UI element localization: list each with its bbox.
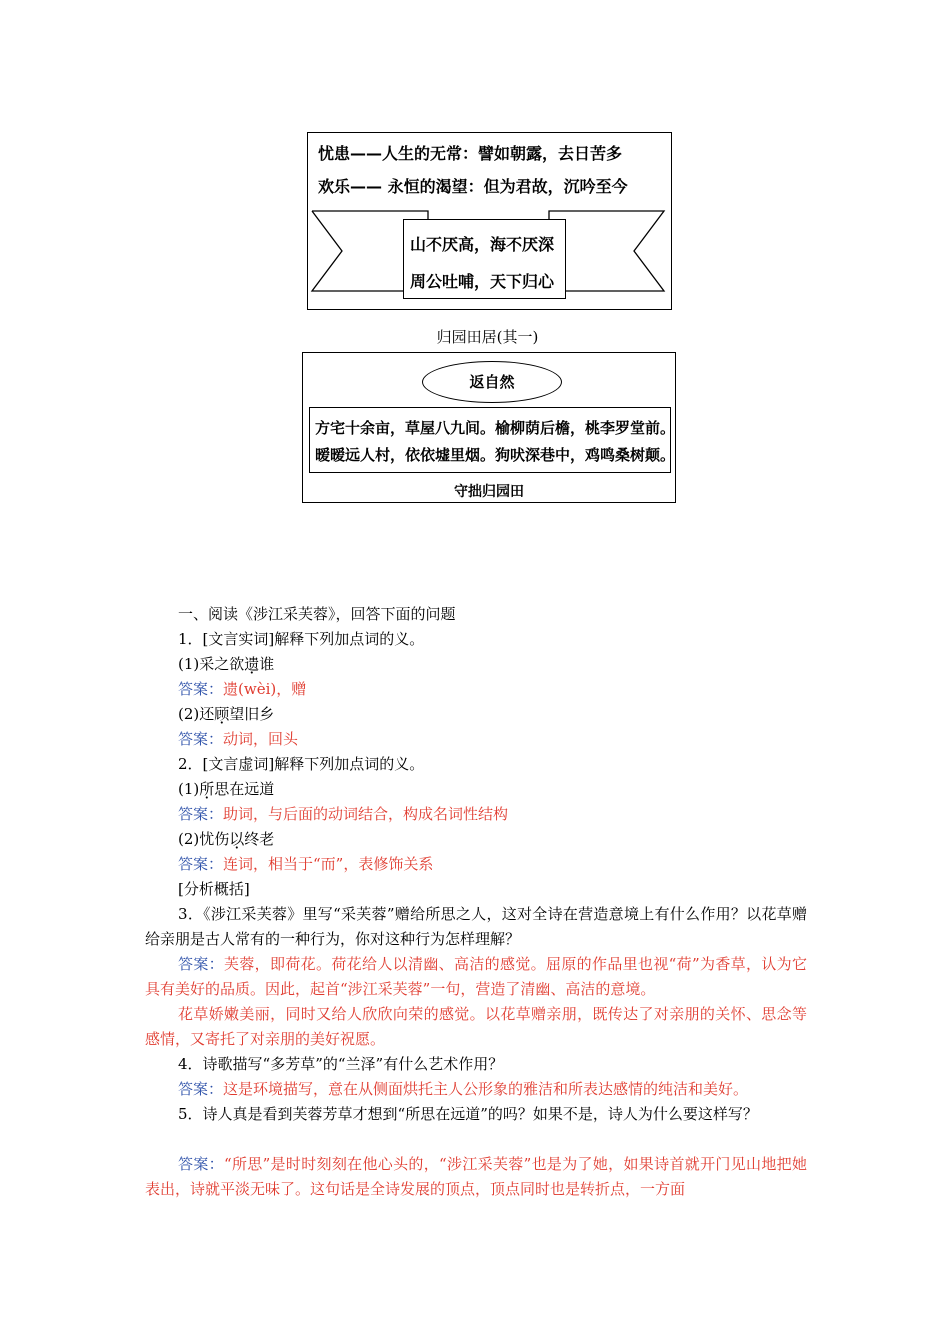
answer-3-para2: 花草娇嫩美丽，同时又给人欣欣向荣的感觉。以花草赠亲朋，既传达了对亲朋的关怀、思念等感情，又寄托了对亲朋的美好祝愿。 — [145, 1005, 807, 1048]
answer-label: 答案： — [178, 680, 224, 698]
answer-label: 答案： — [178, 805, 224, 823]
answer-label: 答案： — [178, 855, 224, 873]
diagram2-oval: 返自然 — [422, 361, 562, 403]
question-1b: (2)还顾望旧乡 — [178, 705, 275, 723]
answer-label: 答案： — [178, 1155, 224, 1173]
answer-2a: 答案：助词，与后面的动词结合，构成名词性结构 — [178, 805, 509, 823]
diagram1-line2: 欢乐—— 永恒的渴望：但为君故，沉吟至今 — [318, 177, 628, 196]
question-1: 1．[文言实词]解释下列加点词的义。 — [178, 630, 425, 648]
diagram2-line1: 方宅十余亩，草屋八九间。榆柳荫后檐，桃李罗堂前。 — [315, 419, 676, 437]
question-2: 2．[文言虚词]解释下列加点词的义。 — [178, 755, 425, 773]
answer-label: 答案： — [178, 955, 224, 973]
dotted-word: 顾 — [214, 705, 230, 723]
answer-2b: 答案：连词，相当于“而”，表修饰关系 — [178, 855, 434, 873]
diagram1-line1: 忧患——人生的无常：譬如朝露，去日苦多 — [318, 144, 623, 163]
question-2a: (1)所思在远道 — [178, 780, 275, 798]
diagram2-footer: 守拙归园田 — [454, 484, 524, 500]
dotted-word: 遗 — [244, 655, 260, 673]
question-5: 5．诗人真是看到芙蓉芳草才想到“所思在远道”的吗？如果不是，诗人为什么要这样写？ — [178, 1105, 758, 1123]
section-heading: 一、阅读《涉江采芙蓉》，回答下面的问题 — [178, 605, 456, 623]
diagram-tao-yuanming — [302, 352, 676, 503]
analysis-heading: [分析概括] — [178, 880, 250, 898]
diagram1-inner-line2: 周公吐哺，天下归心 — [410, 272, 555, 291]
question-4: 4．诗歌描写“多芳草”的“兰泽”有什么艺术作用？ — [178, 1055, 504, 1073]
question-1a: (1)采之欲遗谁 — [178, 655, 275, 673]
diagram1-inner-line1: 山不厌高，海不厌深 — [410, 235, 555, 254]
answer-1b: 答案：动词，回头 — [178, 730, 299, 748]
answer-4: 答案：这是环境描写，意在从侧面烘托主人公形象的雅洁和所表达感情的纯洁和美好。 — [178, 1080, 749, 1098]
answer-label: 答案： — [178, 1080, 224, 1098]
answer-label: 答案： — [178, 730, 224, 748]
answer-3-para1: 答案：芙蓉，即荷花。荷花给人以清幽、高洁的感觉。屈原的作品里也视“荷”为香草，认为它具有美好的品质。因此，起首“涉江采芙蓉”一句，营造了清幽、高洁的意境。 — [145, 955, 807, 998]
answer-1a: 答案：遗(wèi)，赠 — [178, 680, 307, 698]
diagram-cao-cao — [307, 132, 672, 310]
answer-5: 答案：“所思”是时时刻刻在他心头的，“涉江采芙蓉”也是为了她，如果诗首就开门见山地把她表出，诗就平淡无味了。这句话是全诗发展的顶点，顶点同时也是转折点，一方面 — [145, 1155, 807, 1198]
question-3: 3．《涉江采芙蓉》里写“采芙蓉”赠给所思之人，这对全诗在营造意境上有什么作用？以花草赠给亲朋是古人常有的一种行为，你对这种行为怎样理解？ — [145, 905, 807, 948]
diagram2-line2: 暧暧远人村，依依墟里烟。狗吠深巷中，鸡鸣桑树颠。 — [315, 446, 676, 464]
diagram2-caption: 归园田居(其一) — [436, 328, 539, 346]
dotted-word: 以 — [229, 830, 245, 848]
question-2b: (2)忧伤以终老 — [178, 830, 275, 848]
diagram2-poem-box — [309, 407, 676, 473]
dotted-word: 所 — [199, 780, 215, 798]
diagram1-center-box — [403, 219, 566, 299]
